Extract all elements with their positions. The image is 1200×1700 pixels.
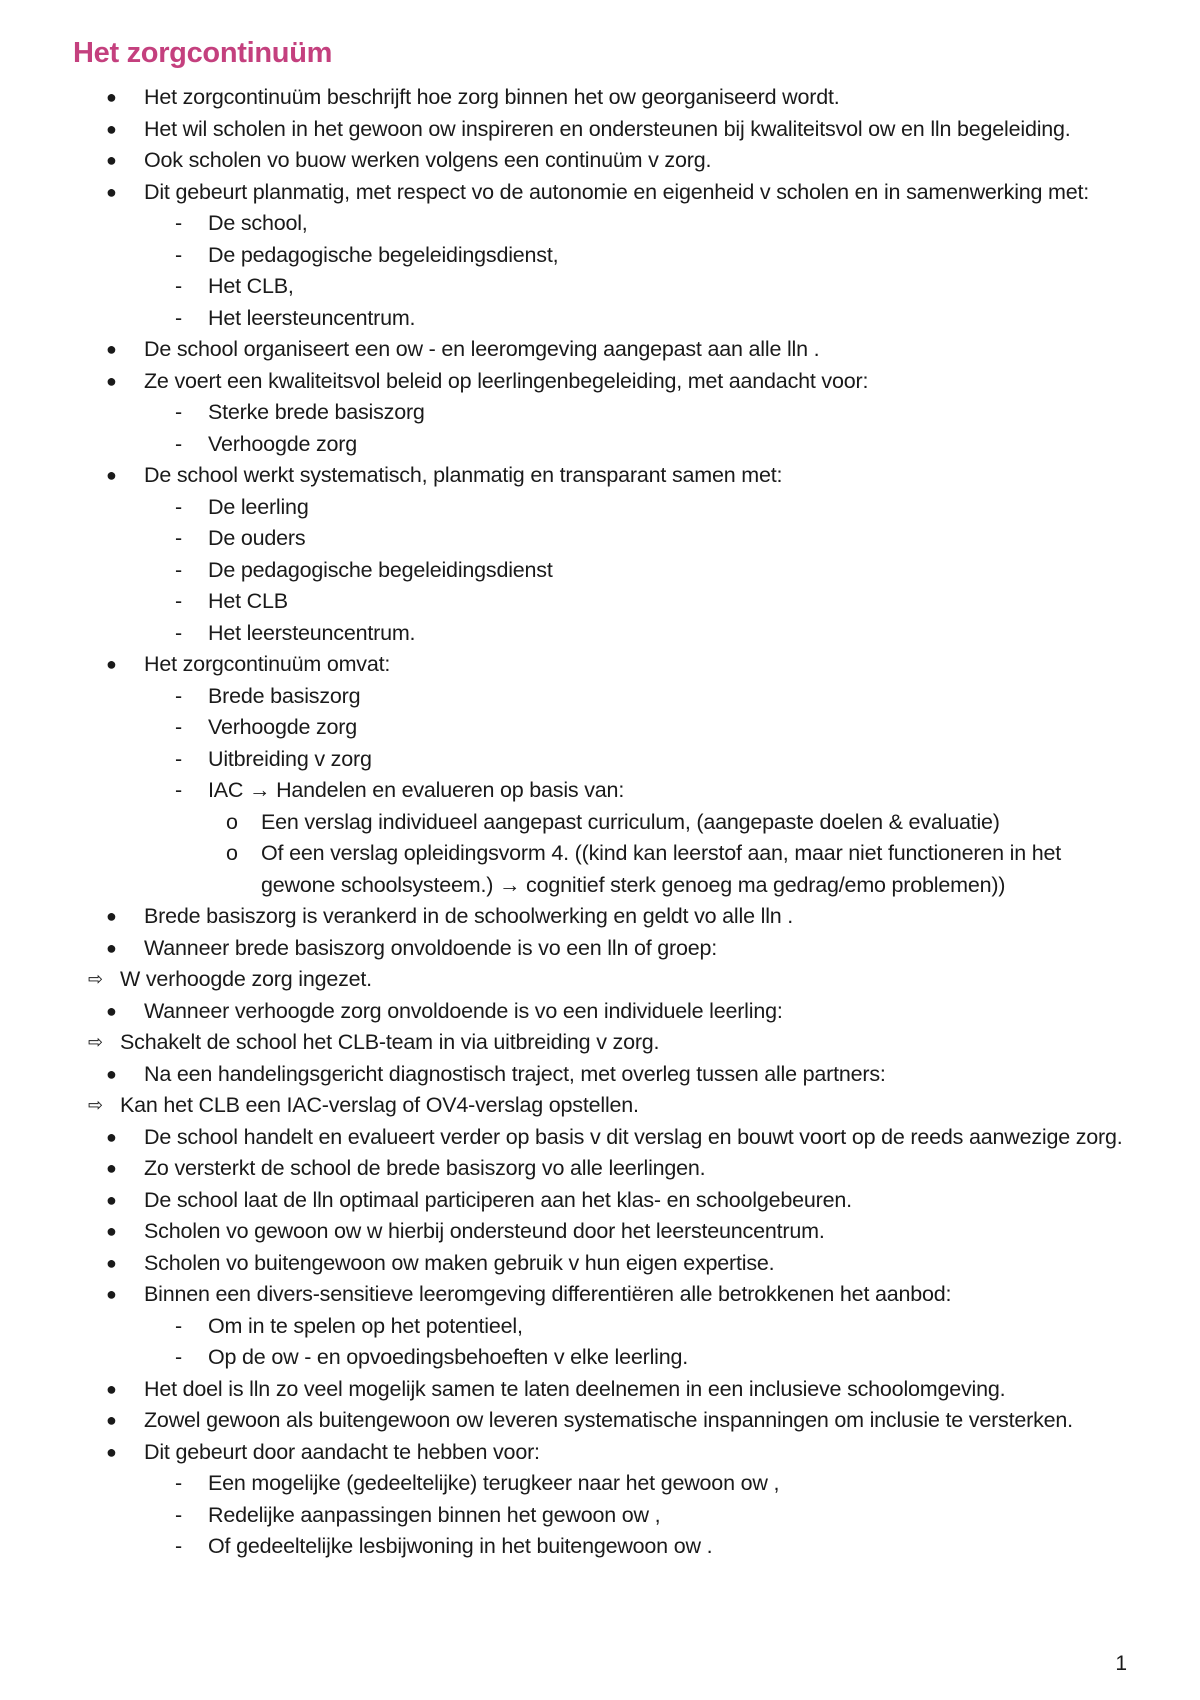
bullet-icon: ●: [106, 1284, 117, 1304]
sub-list-item: - Het leersteuncentrum.: [139, 303, 1140, 335]
bullet-icon: ●: [106, 937, 117, 958]
bullet-icon: ●: [106, 181, 117, 202]
arrow-right-icon: ⇨: [88, 1032, 103, 1052]
list-item: ● Zowel gewoon als buitengewoon ow leveren systematische inspanningen om inclusie te versterken.: [73, 1405, 1140, 1437]
list-item: ● Wanneer brede basiszorg onvoldoende is vo een lln of groep: ⇨ W verhoogde zorg ingezet.: [73, 933, 1140, 996]
sub-list-inclusie: [144, 1468, 1140, 1563]
sub-list-item: - Redelijke aanpassingen binnen het gewoon ow ,: [139, 1500, 1140, 1532]
dash-icon: -: [175, 1534, 182, 1558]
sub-list-item: - Verhoogde zorg: [139, 429, 1140, 461]
dash-icon: -: [175, 778, 182, 802]
sub-sub-list-iac: [208, 807, 1140, 902]
dash-icon: -: [175, 589, 182, 613]
dash-icon: -: [175, 400, 182, 424]
arrow-note: ⇨ Kan het CLB een IAC-verslag of OV4-verslag opstellen.: [82, 1090, 1140, 1122]
sub-list-item: - Brede basiszorg: [139, 681, 1140, 713]
circle-bullet-icon: o: [226, 809, 238, 834]
dash-icon: -: [175, 305, 182, 330]
bullet-icon: ●: [106, 1158, 117, 1178]
sub-list-item: - De pedagogische begeleidingsdienst: [139, 555, 1140, 587]
sub-list-partners-2: [144, 492, 1140, 650]
bullet-icon: ●: [106, 1378, 117, 1399]
dash-icon: -: [175, 211, 182, 235]
sub-list-item: - Om in te spelen op het potentieel,: [139, 1311, 1140, 1343]
sub-list-item: - Een mogelijke (gedeeltelijke) terugkeer naar het gewoon ow ,: [139, 1468, 1140, 1500]
sub-list-item: - De school,: [139, 208, 1140, 240]
dash-icon: -: [175, 557, 182, 582]
bullet-icon: ●: [106, 1000, 117, 1021]
sub-list-item: - Of gedeeltelijke lesbijwoning in het buitengewoon ow .: [139, 1531, 1140, 1563]
list-item: ● Brede basiszorg is verankerd in de schoolwerking en geldt vo alle lln .: [73, 901, 1140, 933]
sub-list-item: - Sterke brede basiszorg: [139, 397, 1140, 429]
dash-icon: -: [175, 1345, 182, 1369]
sub-list-item: - De pedagogische begeleidingsdienst,: [139, 240, 1140, 272]
sub-list-item: - Verhoogde zorg: [139, 712, 1140, 744]
dash-icon: -: [175, 683, 182, 708]
list-item: ● Dit gebeurt planmatig, met respect vo de autonomie en eigenheid v scholen en in samenwerking met: - De school, - De pedagogische begeleidingsdienst, - Het CLB, - Het leersteuncentrum.: [73, 177, 1140, 335]
list-item: ● Het doel is lln zo veel mogelijk samen te laten deelnemen in een inclusieve schoolomgeving.: [73, 1374, 1140, 1406]
dash-icon: -: [175, 274, 182, 298]
bullet-icon: ●: [106, 87, 117, 107]
sub-list-item: - Uitbreiding v zorg: [139, 744, 1140, 776]
dash-icon: -: [175, 746, 182, 771]
list-item: ● Dit gebeurt door aandacht te hebben voor: - Een mogelijke (gedeeltelijke) terugkeer naar het gewoon ow , - Redelijke aanpassingen binnen het gewoon ow , - Of gedeeltelijke lesbijwoning in het buitengewoon ow .: [73, 1437, 1140, 1563]
list-item: ● Binnen een divers-sensitieve leeromgeving differentiëren alle betrokkenen het aanbod: - Om in te spelen op het potentieel, - Op de ow - en opvoedingsbehoeften v elke leerling.: [73, 1279, 1140, 1374]
list-item: ● Wanneer verhoogde zorg onvoldoende is vo een individuele leerling: ⇨ Schakelt de school het CLB-team in via uitbreiding v zorg.: [73, 996, 1140, 1059]
bullet-icon: ●: [106, 1221, 117, 1241]
dash-icon: -: [175, 431, 182, 456]
dash-icon: -: [175, 1313, 182, 1338]
arrow-note: ⇨ W verhoogde zorg ingezet.: [82, 964, 1140, 996]
list-item: ● De school laat de lln optimaal participeren aan het klas- en schoolgebeuren.: [73, 1185, 1140, 1217]
page-number: 1: [1115, 1652, 1127, 1675]
list-item: ● Ze voert een kwaliteitsvol beleid op leerlingenbegeleiding, met aandacht voor: - Sterke brede basiszorg - Verhoogde zorg: [73, 366, 1140, 461]
sub-list-item: - Het CLB,: [139, 271, 1140, 303]
bullet-icon: ●: [106, 1189, 117, 1210]
page-title: Het zorgcontinuüm: [73, 37, 333, 69]
bullet-icon: ●: [106, 1410, 117, 1430]
bullet-icon: ●: [106, 339, 117, 359]
list-item: ● Het zorgcontinuüm beschrijft hoe zorg binnen het ow georganiseerd wordt.: [73, 82, 1140, 114]
sub-list-item: - De leerling: [139, 492, 1140, 524]
sub-list-partners: [144, 208, 1140, 334]
dash-icon: -: [175, 526, 182, 550]
list-item: ● Het zorgcontinuüm omvat: - Brede basiszorg - Verhoogde zorg - Uitbreiding v zorg - IAC → Handelen en evalueren op basis van: o Een verslag individueel aangepast curriculum, (aangepaste doelen & evaluatie) o Of een verslag opleidingsvorm 4. ((kind kan leerstof aan, maar niet functioneren in het gewone schoolsysteem.) → cognitief sterk genoeg ma gedrag/emo problemen)): [73, 649, 1140, 901]
sub-list-omvat: [144, 681, 1140, 902]
sub-sub-list-item: o Of een verslag opleidingsvorm 4. ((kind kan leerstof aan, maar niet functioneren in het gewone schoolsysteem.) → cognitief sterk genoeg ma gedrag/emo problemen)): [208, 838, 1140, 901]
bullet-icon: ●: [106, 370, 117, 391]
bullet-icon: ●: [106, 150, 117, 170]
list-item: ● De school werkt systematisch, planmatig en transparant samen met: - De leerling - De ouders - De pedagogische begeleidingsdienst - Het CLB - Het leersteuncentrum.: [73, 460, 1140, 649]
arrow-right-icon: ⇨: [88, 969, 103, 989]
dash-icon: -: [175, 1471, 182, 1495]
bullet-icon: ●: [106, 118, 117, 139]
list-item: ● Scholen vo gewoon ow w hierbij ondersteund door het leersteuncentrum.: [73, 1216, 1140, 1248]
list-item: ● Zo versterkt de school de brede basiszorg vo alle leerlingen.: [73, 1153, 1140, 1185]
arrow-right-icon: ⇨: [88, 1095, 103, 1115]
list-item: ● Scholen vo buitengewoon ow maken gebruik v hun eigen expertise.: [73, 1248, 1140, 1280]
dash-icon: -: [175, 242, 182, 267]
dash-icon: -: [175, 620, 182, 645]
dash-icon: -: [175, 715, 182, 739]
list-item: ● Het wil scholen in het gewoon ow inspireren en ondersteunen bij kwaliteitsvol ow en lln begeleiding.: [73, 114, 1140, 146]
bullet-icon: ●: [106, 1126, 117, 1147]
main-bullet-list: [73, 82, 1140, 1563]
bullet-icon: ●: [106, 906, 117, 926]
sub-sub-list-item: o Een verslag individueel aangepast curriculum, (aangepaste doelen & evaluatie): [208, 807, 1140, 839]
sub-list-differentieren: [144, 1311, 1140, 1374]
sub-list-item: - IAC → Handelen en evalueren op basis van: o Een verslag individueel aangepast curriculum, (aangepaste doelen & evaluatie) o Of een verslag opleidingsvorm 4. ((kind kan leerstof aan, maar niet functioneren in het gewone schoolsysteem.) → cognitief sterk genoeg ma gedrag/emo problemen)): [139, 775, 1140, 901]
sub-list-item: - Op de ow - en opvoedingsbehoeften v elke leerling.: [139, 1342, 1140, 1374]
bullet-icon: ●: [106, 1252, 117, 1273]
list-item: ● De school handelt en evalueert verder op basis v dit verslag en bouwt voort op de reeds aanwezige zorg.: [73, 1122, 1140, 1154]
sub-list-item: - Het leersteuncentrum.: [139, 618, 1140, 650]
bullet-icon: ●: [106, 1063, 117, 1084]
list-item: ● Ook scholen vo buow werken volgens een continuüm v zorg.: [73, 145, 1140, 177]
dash-icon: -: [175, 494, 182, 519]
sub-list-aandacht: [144, 397, 1140, 460]
bullet-icon: ●: [106, 1441, 117, 1462]
sub-list-item: - Het CLB: [139, 586, 1140, 618]
circle-bullet-icon: o: [226, 841, 238, 865]
list-item: ● Na een handelingsgericht diagnostisch traject, met overleg tussen alle partners: ⇨ Kan het CLB een IAC-verslag of OV4-verslag opstellen.: [73, 1059, 1140, 1122]
bullet-icon: ●: [106, 654, 117, 674]
dash-icon: -: [175, 1502, 182, 1527]
sub-list-item: - De ouders: [139, 523, 1140, 555]
list-item: ● De school organiseert een ow - en leeromgeving aangepast aan alle lln .: [73, 334, 1140, 366]
bullet-icon: ●: [106, 465, 117, 485]
arrow-note: ⇨ Schakelt de school het CLB-team in via uitbreiding v zorg.: [82, 1027, 1140, 1059]
